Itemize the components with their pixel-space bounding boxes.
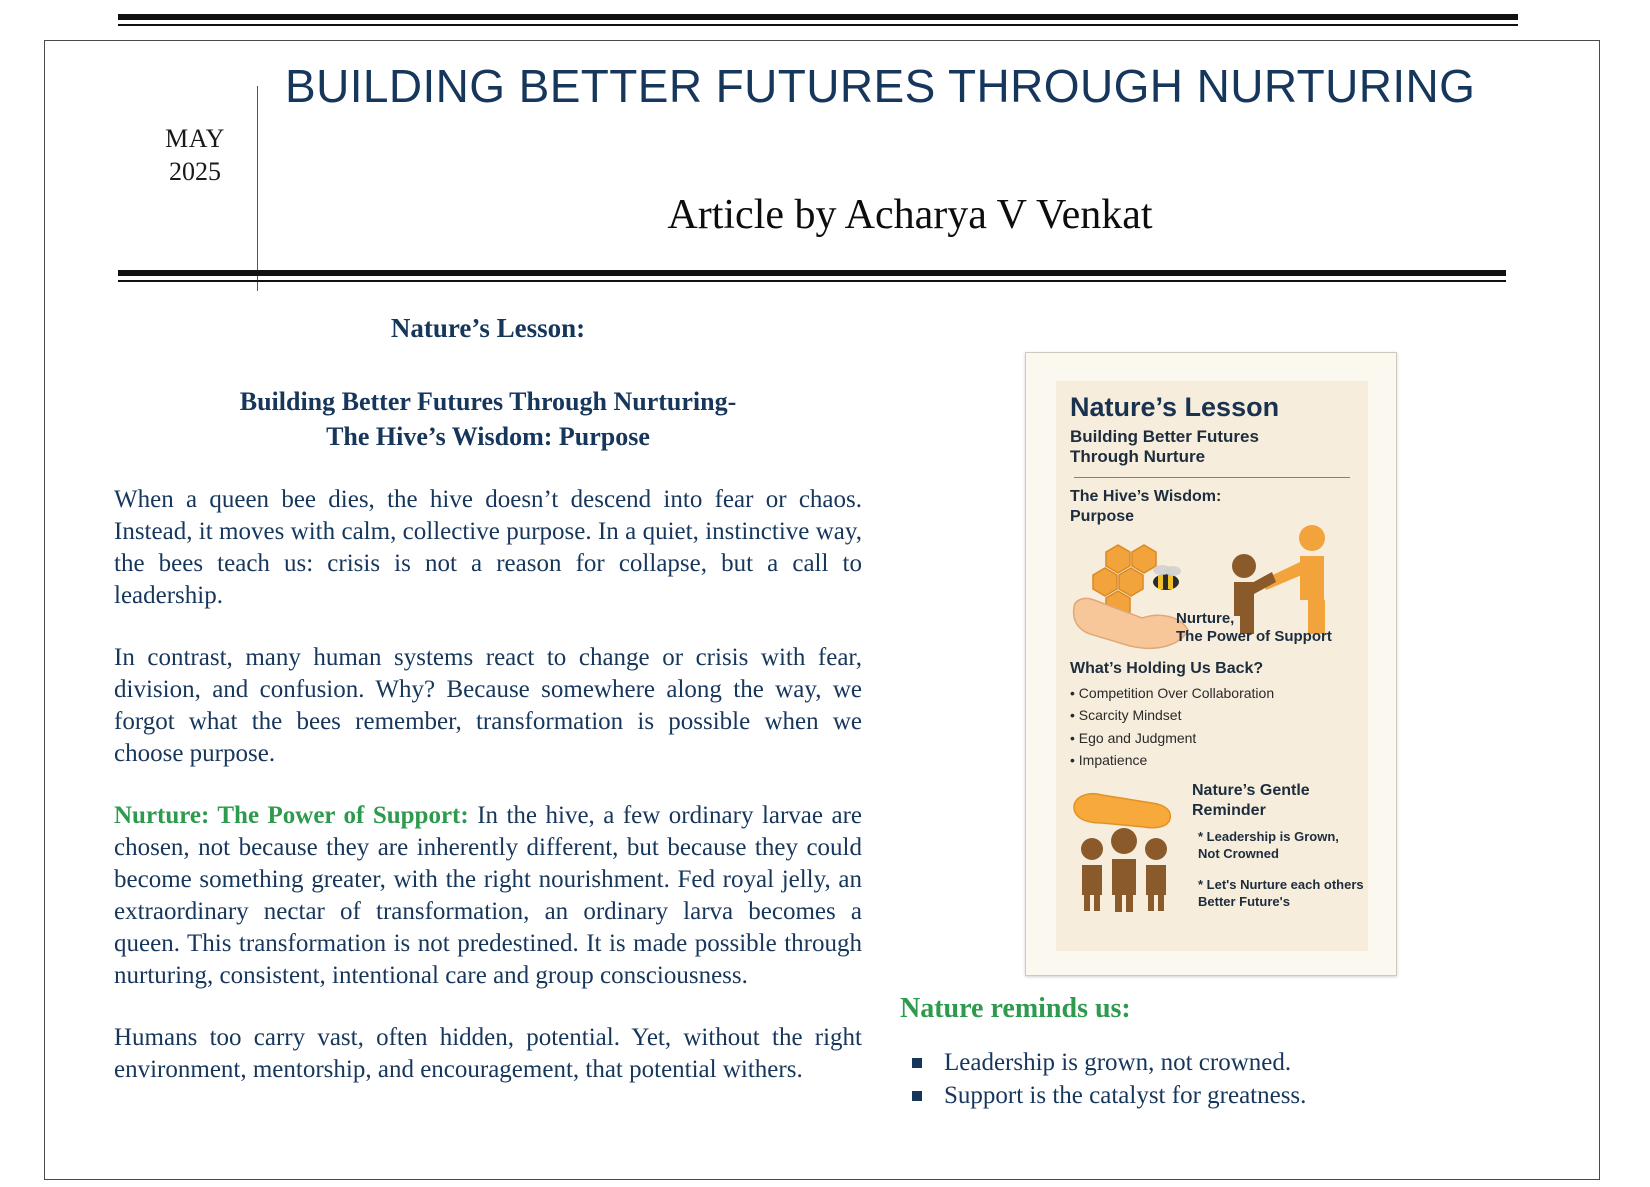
infographic-holding-back-heading: What’s Holding Us Back?: [1070, 659, 1264, 677]
byline: Article by Acharya V Venkat: [667, 192, 1153, 238]
nurture-caption-line1: Nurture,: [1176, 609, 1235, 627]
list-item: • Impatience: [1070, 751, 1148, 768]
issue-year: 2025: [169, 156, 221, 186]
article-paragraph-2: In contrast, many human systems react to change or crisis with fear, division, and confusion. Why? Because somewhere along the way, we forgot what the bees remember, transformation is possible when we choose purpose.: [114, 644, 862, 768]
masthead: [45, 41, 1599, 271]
infographic-inner: [1056, 381, 1368, 951]
article-subhead-line2: The Hive’s Wisdom: Purpose: [326, 422, 650, 452]
article-paragraph-1: When a queen bee dies, the hive doesn’t descend into fear or chaos. Instead, it moves with calm, collective purpose. In a quiet, instinctive way, the bees teach us: crisis is not a reason for collapse, but a call to leadership.: [114, 486, 862, 610]
infographic-artwork-row: [1070, 526, 1354, 658]
list-item: Support is the catalyst for greatness.: [900, 1079, 1500, 1112]
reminder-title-line1: Nature’s Gentle: [1192, 782, 1310, 800]
reminder-1-line1: * Leadership is Grown,: [1198, 829, 1339, 845]
infographic-reminder-title: [1192, 781, 1310, 819]
masthead-rule-thin: [118, 280, 1506, 282]
top-rule-thick: [118, 14, 1518, 20]
nurture-caption-line2: The Power of Support: [1176, 627, 1332, 645]
article-paragraph-3: [114, 800, 862, 992]
infographic-subtitle-line1: Building Better Futures: [1070, 427, 1259, 447]
nature-reminds-list: [900, 1046, 1500, 1112]
list-item: • Ego and Judgment: [1070, 729, 1197, 746]
infographic-card: [1025, 352, 1397, 976]
article-paragraph-4: Humans too carry vast, often hidden, potential. Yet, without the right environment, mentorship, and encouragement, that potential withers.: [114, 1024, 862, 1084]
article-subhead-line1: Building Better Futures Through Nurturing-: [239, 387, 737, 416]
infographic-divider: [1074, 477, 1350, 478]
infographic-nurture-caption: [1176, 610, 1352, 646]
list-item: • Competition Over Collaboration: [1070, 684, 1275, 701]
infographic-hive-heading: [1070, 487, 1354, 525]
infographic-hive-heading-line1: The Hive’s Wisdom:: [1070, 488, 1222, 506]
page-title: BUILDING BETTER FUTURES THROUGH NURTURING: [285, 60, 1476, 112]
paragraph-3-lead-in: Nurture: The Power of Support:: [114, 802, 469, 830]
article-lede: Nature’s Lesson:: [390, 313, 586, 343]
reminder-2-line1: * Let's Nurture each others: [1198, 877, 1364, 893]
infographic-hive-heading-line2: Purpose: [1070, 507, 1135, 525]
masthead-rule-thick: [118, 270, 1506, 276]
masthead-divider: [257, 86, 258, 291]
reminder-2-line2: Better Future's: [1198, 893, 1290, 909]
reminder-title-line2: Reminder: [1192, 801, 1266, 819]
infographic-reminder-2: [1198, 877, 1370, 910]
article-column: [114, 305, 862, 1086]
article-subhead: [114, 384, 862, 454]
list-item: • Scarcity Mindset: [1070, 707, 1182, 724]
infographic-title: Nature’s Lesson: [1070, 392, 1280, 422]
pointing-hand-figures-icon: [1068, 777, 1190, 913]
infographic-holding-back-list: [1070, 682, 1354, 772]
top-rule-thin: [118, 24, 1518, 26]
infographic-reminder-1: [1198, 829, 1370, 862]
issue-month: MAY: [165, 124, 225, 153]
infographic-reminder-block: [1070, 777, 1364, 917]
paragraph-3-body: In the hive, a few ordinary larvae are chosen, not because they are inherently different, but because they could become something greater, with the right nourishment. Fed royal jelly, an extraordinary nectar of transformation, an ordinary larva becomes a queen. This transformation is not predestined. It is made possible through nurturing, consistent, intentional care and group consciousness.: [114, 802, 862, 990]
issue-date: [140, 123, 250, 188]
bee-icon: [1153, 565, 1181, 590]
nature-reminds-title: Nature reminds us:: [900, 993, 1131, 1024]
reminder-1-line2: Not Crowned: [1198, 845, 1279, 861]
list-item: Leadership is grown, not crowned.: [900, 1046, 1500, 1079]
infographic-subtitle-line2: Through Nurture: [1070, 447, 1206, 467]
infographic-subtitle: [1070, 427, 1354, 467]
